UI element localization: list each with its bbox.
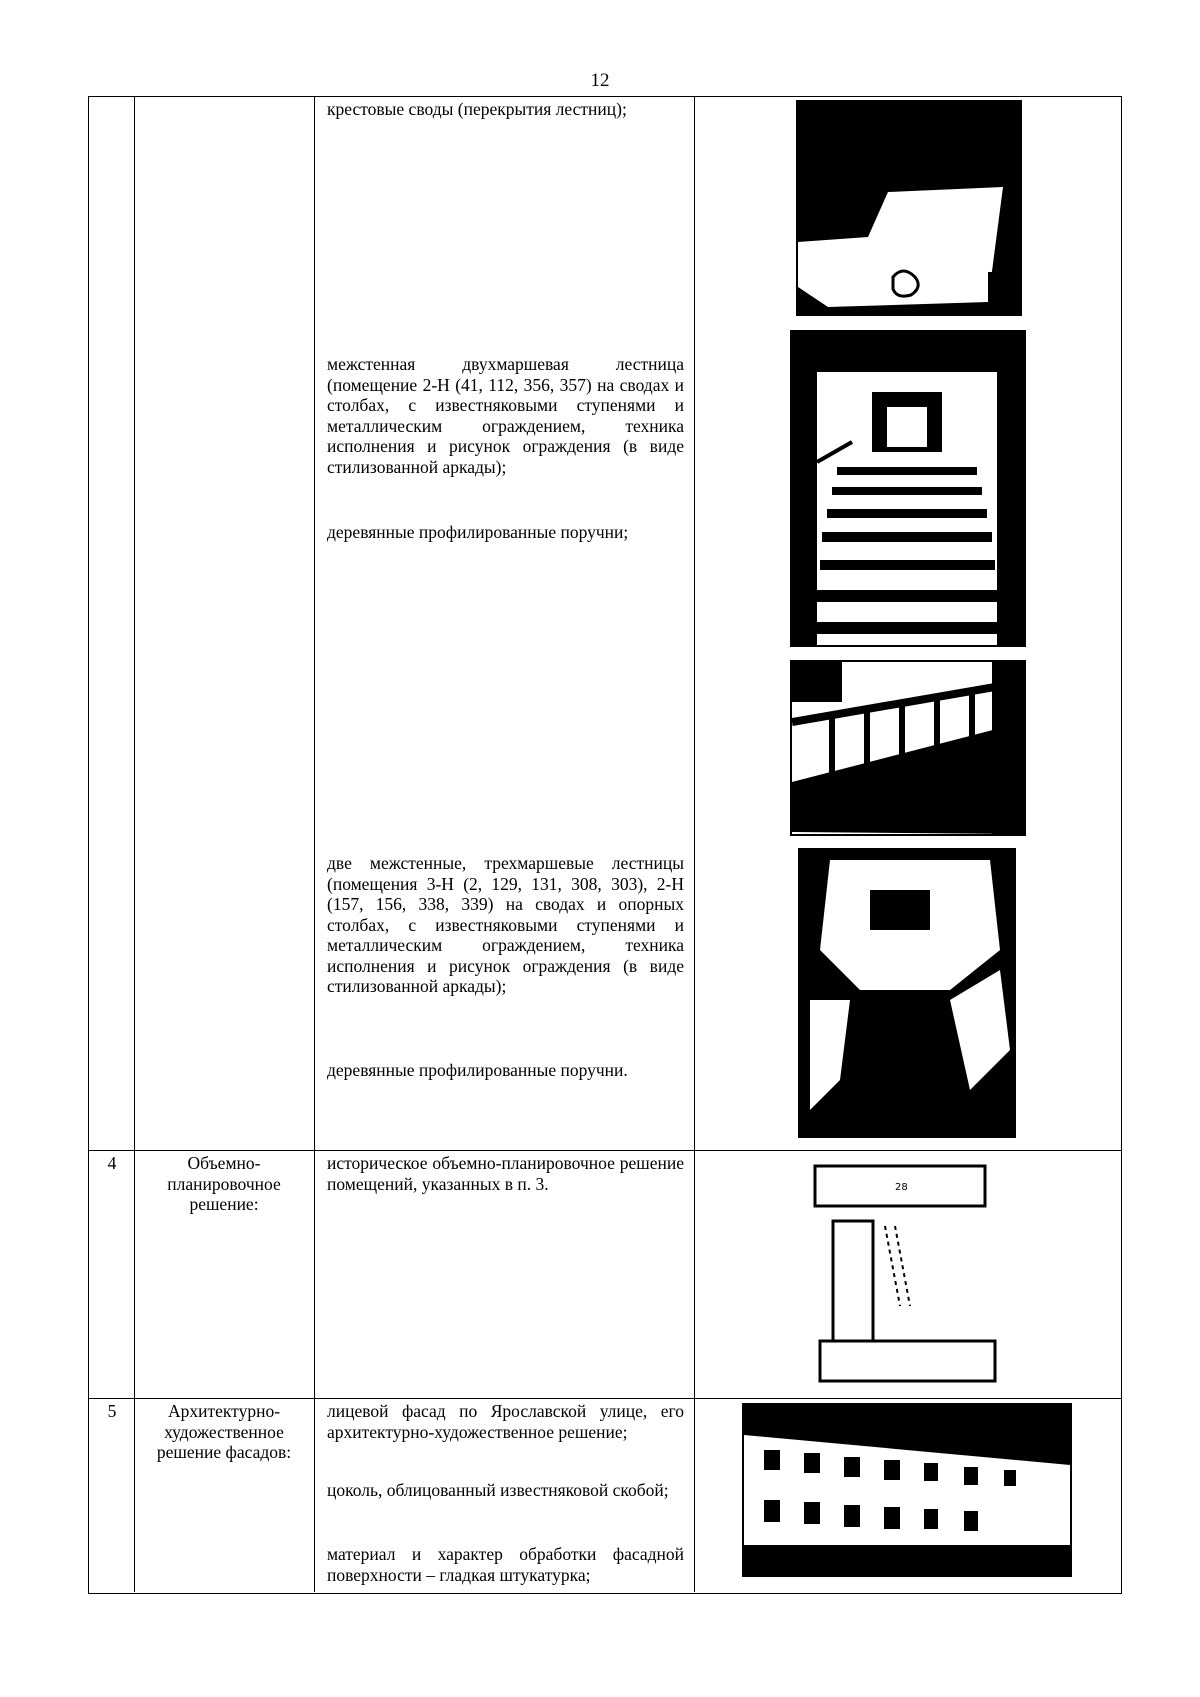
row-number: 4 [107,1153,117,1173]
row-divider [88,1398,1121,1399]
list-item: две межстенные, трехмаршевые лестницы (помещения 3-Н (2, 129, 131, 308, 303), 2-Н (157, 156, 338, 339) на сводах и опорных столбах, с известняковыми ступенями и металлическим ограждением, техника исполнения и рисунок ограждения (в виде стилизованной аркады); [327,853,684,996]
list-item: деревянные профилированные поручни. [327,1060,628,1080]
list-item: крестовые своды (перекрытия лестниц); [327,99,627,119]
list-item: лицевой фасад по Ярославской улице, его архитектурно-художественное решение; [327,1401,684,1442]
facade-photo [742,1403,1072,1577]
row-number: 5 [107,1401,117,1421]
row-title: Объемно-планировочное решение: [167,1153,281,1214]
page-number: 12 [590,70,610,91]
two-flight-staircase-text [327,354,684,477]
floor-plan-image [795,1156,1021,1388]
row-description: историческое объемно-планировочное решение помещений, указанных в п. 3. [327,1153,684,1194]
column-divider [694,96,695,1592]
row-divider [88,1150,1121,1151]
row-title: Архитектурно-художественное решение фасадов: [156,1401,292,1462]
vaults-text [327,99,684,120]
handrails-text [327,522,684,543]
handrails-text [327,1060,684,1081]
plinth-text [327,1480,684,1501]
list-item: материал и характер обработки фасадной поверхности – гладкая штукатурка; [327,1544,684,1585]
staircase-photo [798,848,1016,1138]
list-item: межстенная двухмаршевая лестница (помещение 2-Н (41, 112, 356, 357) на сводах и столбах, с известняковыми ступенями и металлическим ограждением, техника исполнения и рисунок ограждения (в виде стилизованной аркады); [327,354,684,477]
column-divider [134,96,135,1592]
vault-photo [796,100,1022,316]
list-item: цоколь, облицованный известняковой скобой; [327,1480,669,1500]
staircase-photo [790,330,1026,647]
list-item: деревянные профилированные поручни; [327,522,629,542]
facade-text [327,1401,684,1442]
three-flight-staircases-text [327,853,684,997]
column-divider [314,96,315,1592]
svg-text:28: 28 [895,1182,908,1193]
surface-text [327,1544,684,1585]
railing-photo [790,660,1026,836]
